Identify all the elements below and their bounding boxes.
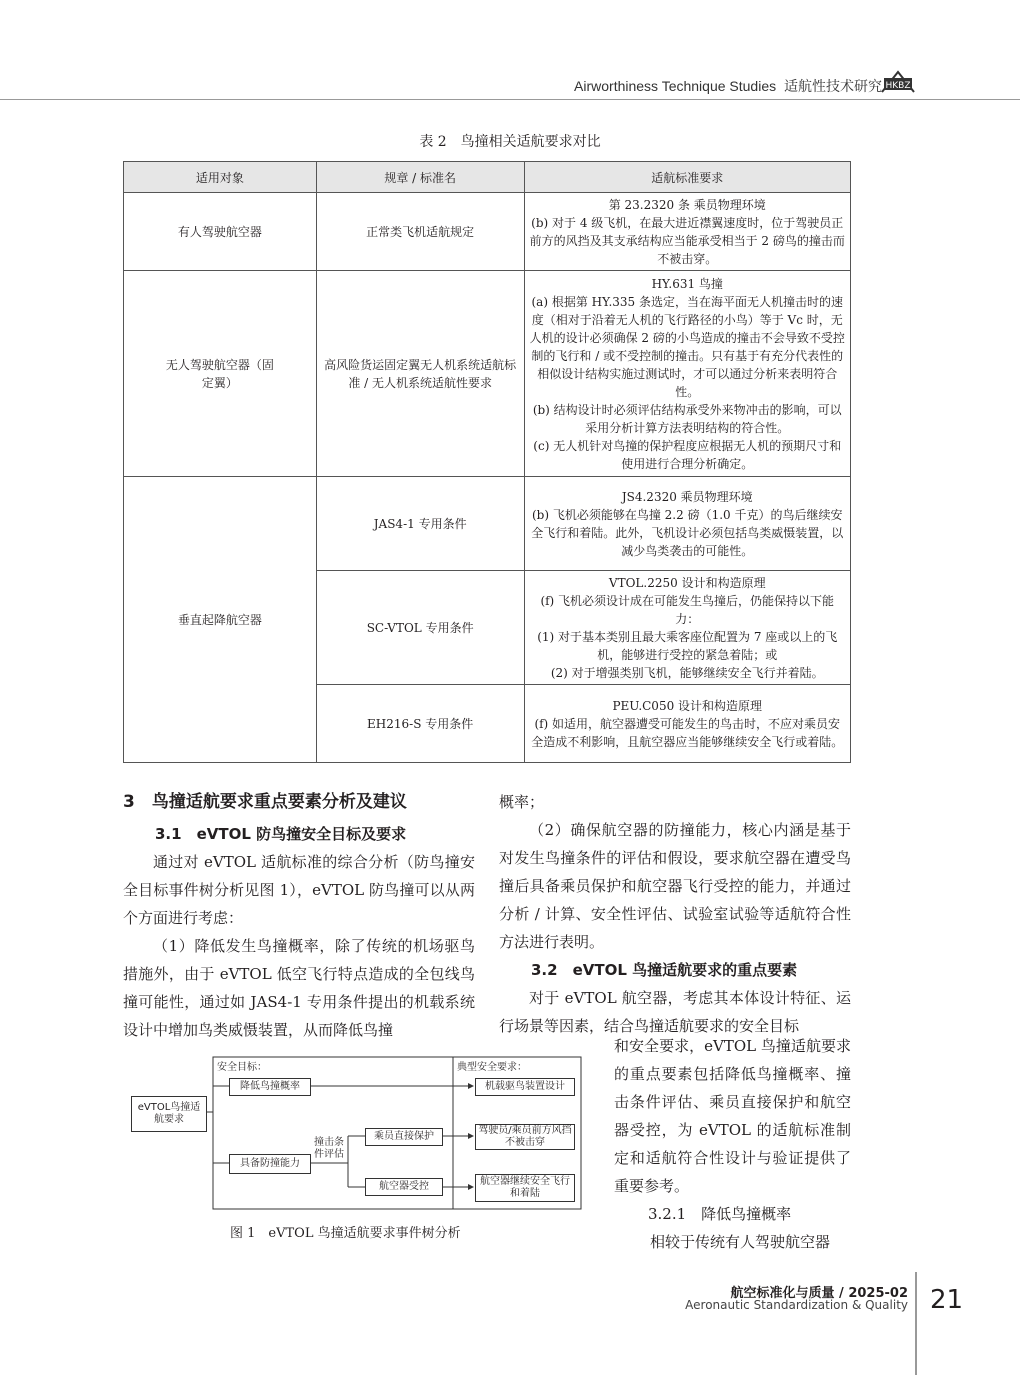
requirements-table — [123, 161, 851, 763]
node-reduce-probability: 降低鸟撞概率 — [229, 1078, 311, 1096]
paragraph: 相较于传统有人驾驶航空器 — [650, 1233, 831, 1251]
event-tree-figure — [123, 1050, 583, 1210]
requirement-text: (b) 结构设计时必须评估结构承受外来物冲击的影响，可以采用分析计算方法表明结构的符合性。 — [532, 402, 842, 435]
page-number: 21 — [930, 1285, 964, 1315]
right-column — [499, 788, 851, 1040]
requirement-title: 第 23.2320 条 乘员物理环境 — [608, 197, 766, 212]
standard-cell: JAS4-1 专用条件 — [316, 477, 524, 571]
requirement-text: (c) 无人机针对鸟撞的保护程度应根据无人机的预期尺寸和使用进行合理分析确定。 — [533, 438, 842, 471]
subsubsection-heading: 3.2.1 降低鸟撞概率 — [648, 1205, 792, 1223]
logo-text: HKBZ — [885, 81, 911, 91]
subsection-heading: 3.2 eVTOL 鸟撞适航要求的重点要素 — [531, 961, 798, 979]
table-caption: 表 2 鸟撞相关适航要求对比 — [419, 134, 601, 150]
requirement-cell — [524, 685, 851, 763]
req-node-continued-flight: 航空器继续安全飞行和着陆 — [475, 1174, 575, 1202]
subsection-heading: 3.1 eVTOL 防鸟撞安全目标及要求 — [155, 825, 407, 843]
node-impact-assessment: 撞击条件评估 — [314, 1137, 344, 1160]
root-node: eVTOL鸟撞适航要求 — [131, 1096, 207, 1132]
paragraph: （1）降低发生鸟撞概率，除了传统的机场驱鸟措施外，由于 eVTOL 低空飞行特点造成的全包线鸟撞可能性，通过如 JAS4-1 专用条件提出的机载系统设计中增加鸟类威慑装置，从而降低鸟撞 — [123, 937, 475, 1039]
requirement-text: (1) 对于基本类别且最大乘客座位配置为 7 座或以上的飞机，能够进行受控的紧急着陆；或 — [537, 629, 838, 662]
journal-name-en: Aeronautic Standardization & Quality — [685, 1298, 908, 1312]
group-label-requirements: 典型安全要求： — [457, 1062, 527, 1073]
req-node-windshield: 驾驶员/乘员前方风挡不被击穿 — [475, 1124, 575, 1150]
requirement-cell — [524, 571, 851, 685]
running-title: Airworthiness Technique Studies — [574, 78, 777, 94]
requirement-text: (f) 飞机必须设计成在可能发生鸟撞后，仍能保持以下能力： — [540, 593, 835, 626]
requirement-title: HY.631 鸟撞 — [651, 276, 723, 291]
footer-rule — [915, 1272, 917, 1375]
column-header: 适航标准要求 — [524, 162, 851, 193]
node-impact-capability: 具备防撞能力 — [229, 1154, 311, 1174]
req-node-bird-deterrent: 机载驱鸟装置设计 — [475, 1078, 575, 1096]
object-cell: 有人驾驶航空器 — [124, 193, 317, 271]
section-heading: 3 鸟撞适航要求重点要素分析及建议 — [123, 792, 407, 812]
standard-cell: EH216-S 专用条件 — [316, 685, 524, 763]
journal-name-cn: 航空标准化与质量 / 2025-02 — [730, 1286, 908, 1301]
paragraph: （2）确保航空器的防撞能力，核心内涵是基于对发生鸟撞条件的评估和假设，要求航空器在遭受鸟撞后具备乘员保护和航空器飞行受控的能力，并通过分析 / 计算、安全性评估、试验室试验等适航符合性方法进行表明。 — [499, 821, 851, 951]
node-occupant-protection: 乘员直接保护 — [365, 1128, 443, 1146]
requirement-text: (b) 飞机必须能够在鸟撞 2.2 磅（1.0 千克）的鸟后继续安全飞行和着陆。此外，飞机设计必须包括鸟类威慑装置，以减少鸟类袭击的可能性。 — [531, 507, 844, 558]
requirement-text: (b) 对于 4 级飞机，在最大进近襟翼速度时，位于驾驶员正前方的风挡及其支承结构应当能承受相当于 2 磅鸟的撞击而不被击穿。 — [529, 215, 845, 266]
standard-cell: 正常类飞机适航规定 — [316, 193, 524, 271]
requirement-cell — [524, 477, 851, 571]
paragraph: 和安全要求，eVTOL 鸟撞适航要求的重点要素包括降低鸟撞概率、撞击条件评估、乘员直接保护和航空器受控，为 eVTOL 的适航标准制定和适航符合性设计与验证提供了重要参考。 — [614, 1037, 851, 1195]
requirement-text: (2) 对于增强类别飞机，能够继续安全飞行并着陆。 — [550, 665, 824, 680]
requirement-text: (f) 如适用，航空器遭受可能发生的鸟击时，不应对乘员安全造成不利影响，且航空器应当能够继续安全飞行或着陆。 — [531, 716, 844, 749]
requirement-text: (a) 根据第 HY.335 条选定，当在海平面无人机撞击时的速度（相对于沿着无人机的飞行路径的小鸟）等于 Vc 时，无人机的设计必须确保 2 磅的小鸟造成的撞击不会导致不受控制的飞行和 / 或不受控制的撞击。只有基于有充分代表性的相似设计结构实施过测试时，才可以通过分析来表明符合性。 — [529, 294, 845, 399]
standard-cell: SC-VTOL 专用条件 — [316, 571, 524, 685]
object-cell: 垂直起降航空器 — [124, 477, 317, 763]
table-row — [124, 477, 851, 571]
left-column — [123, 788, 475, 1044]
requirement-title: PEU.C050 设计和构造原理 — [612, 698, 763, 713]
running-header — [574, 76, 882, 96]
table-header-row — [124, 162, 851, 193]
column-header: 适用对象 — [124, 162, 317, 193]
standard-cell: 高风险货运固定翼无人机系统适航标准 / 无人机系统适航性要求 — [316, 271, 524, 477]
table-row — [124, 193, 851, 271]
table-row — [124, 271, 851, 477]
requirement-title: JS4.2320 乘员物理环境 — [621, 489, 753, 504]
running-title-cn: 适航性技术研究 — [784, 78, 882, 94]
journal-logo-icon — [880, 70, 916, 94]
object-cell: 无人驾驶航空器（固定翼） — [124, 271, 317, 477]
column-header: 规章 / 标准名 — [316, 162, 524, 193]
paragraph: 通过对 eVTOL 适航标准的综合分析（防鸟撞安全目标事件树分析见图 1），eVTOL 防鸟撞可以从两个方面进行考虑： — [123, 853, 475, 927]
requirement-title: VTOL.2250 设计和构造原理 — [608, 575, 766, 590]
paragraph: 对于 eVTOL 航空器，考虑其本体设计特征、运行场景等因素，结合鸟撞适航要求的安全目标 — [499, 989, 851, 1035]
node-aircraft-control: 航空器受控 — [365, 1178, 443, 1196]
requirement-cell — [524, 271, 851, 477]
requirement-cell — [524, 193, 851, 271]
right-column-wrap — [614, 1032, 851, 1256]
header-rule — [0, 99, 1020, 100]
figure-caption: 图 1 eVTOL 鸟撞适航要求事件树分析 — [230, 1226, 461, 1241]
paragraph: 概率； — [499, 793, 545, 811]
group-label-goals: 安全目标： — [217, 1062, 267, 1073]
